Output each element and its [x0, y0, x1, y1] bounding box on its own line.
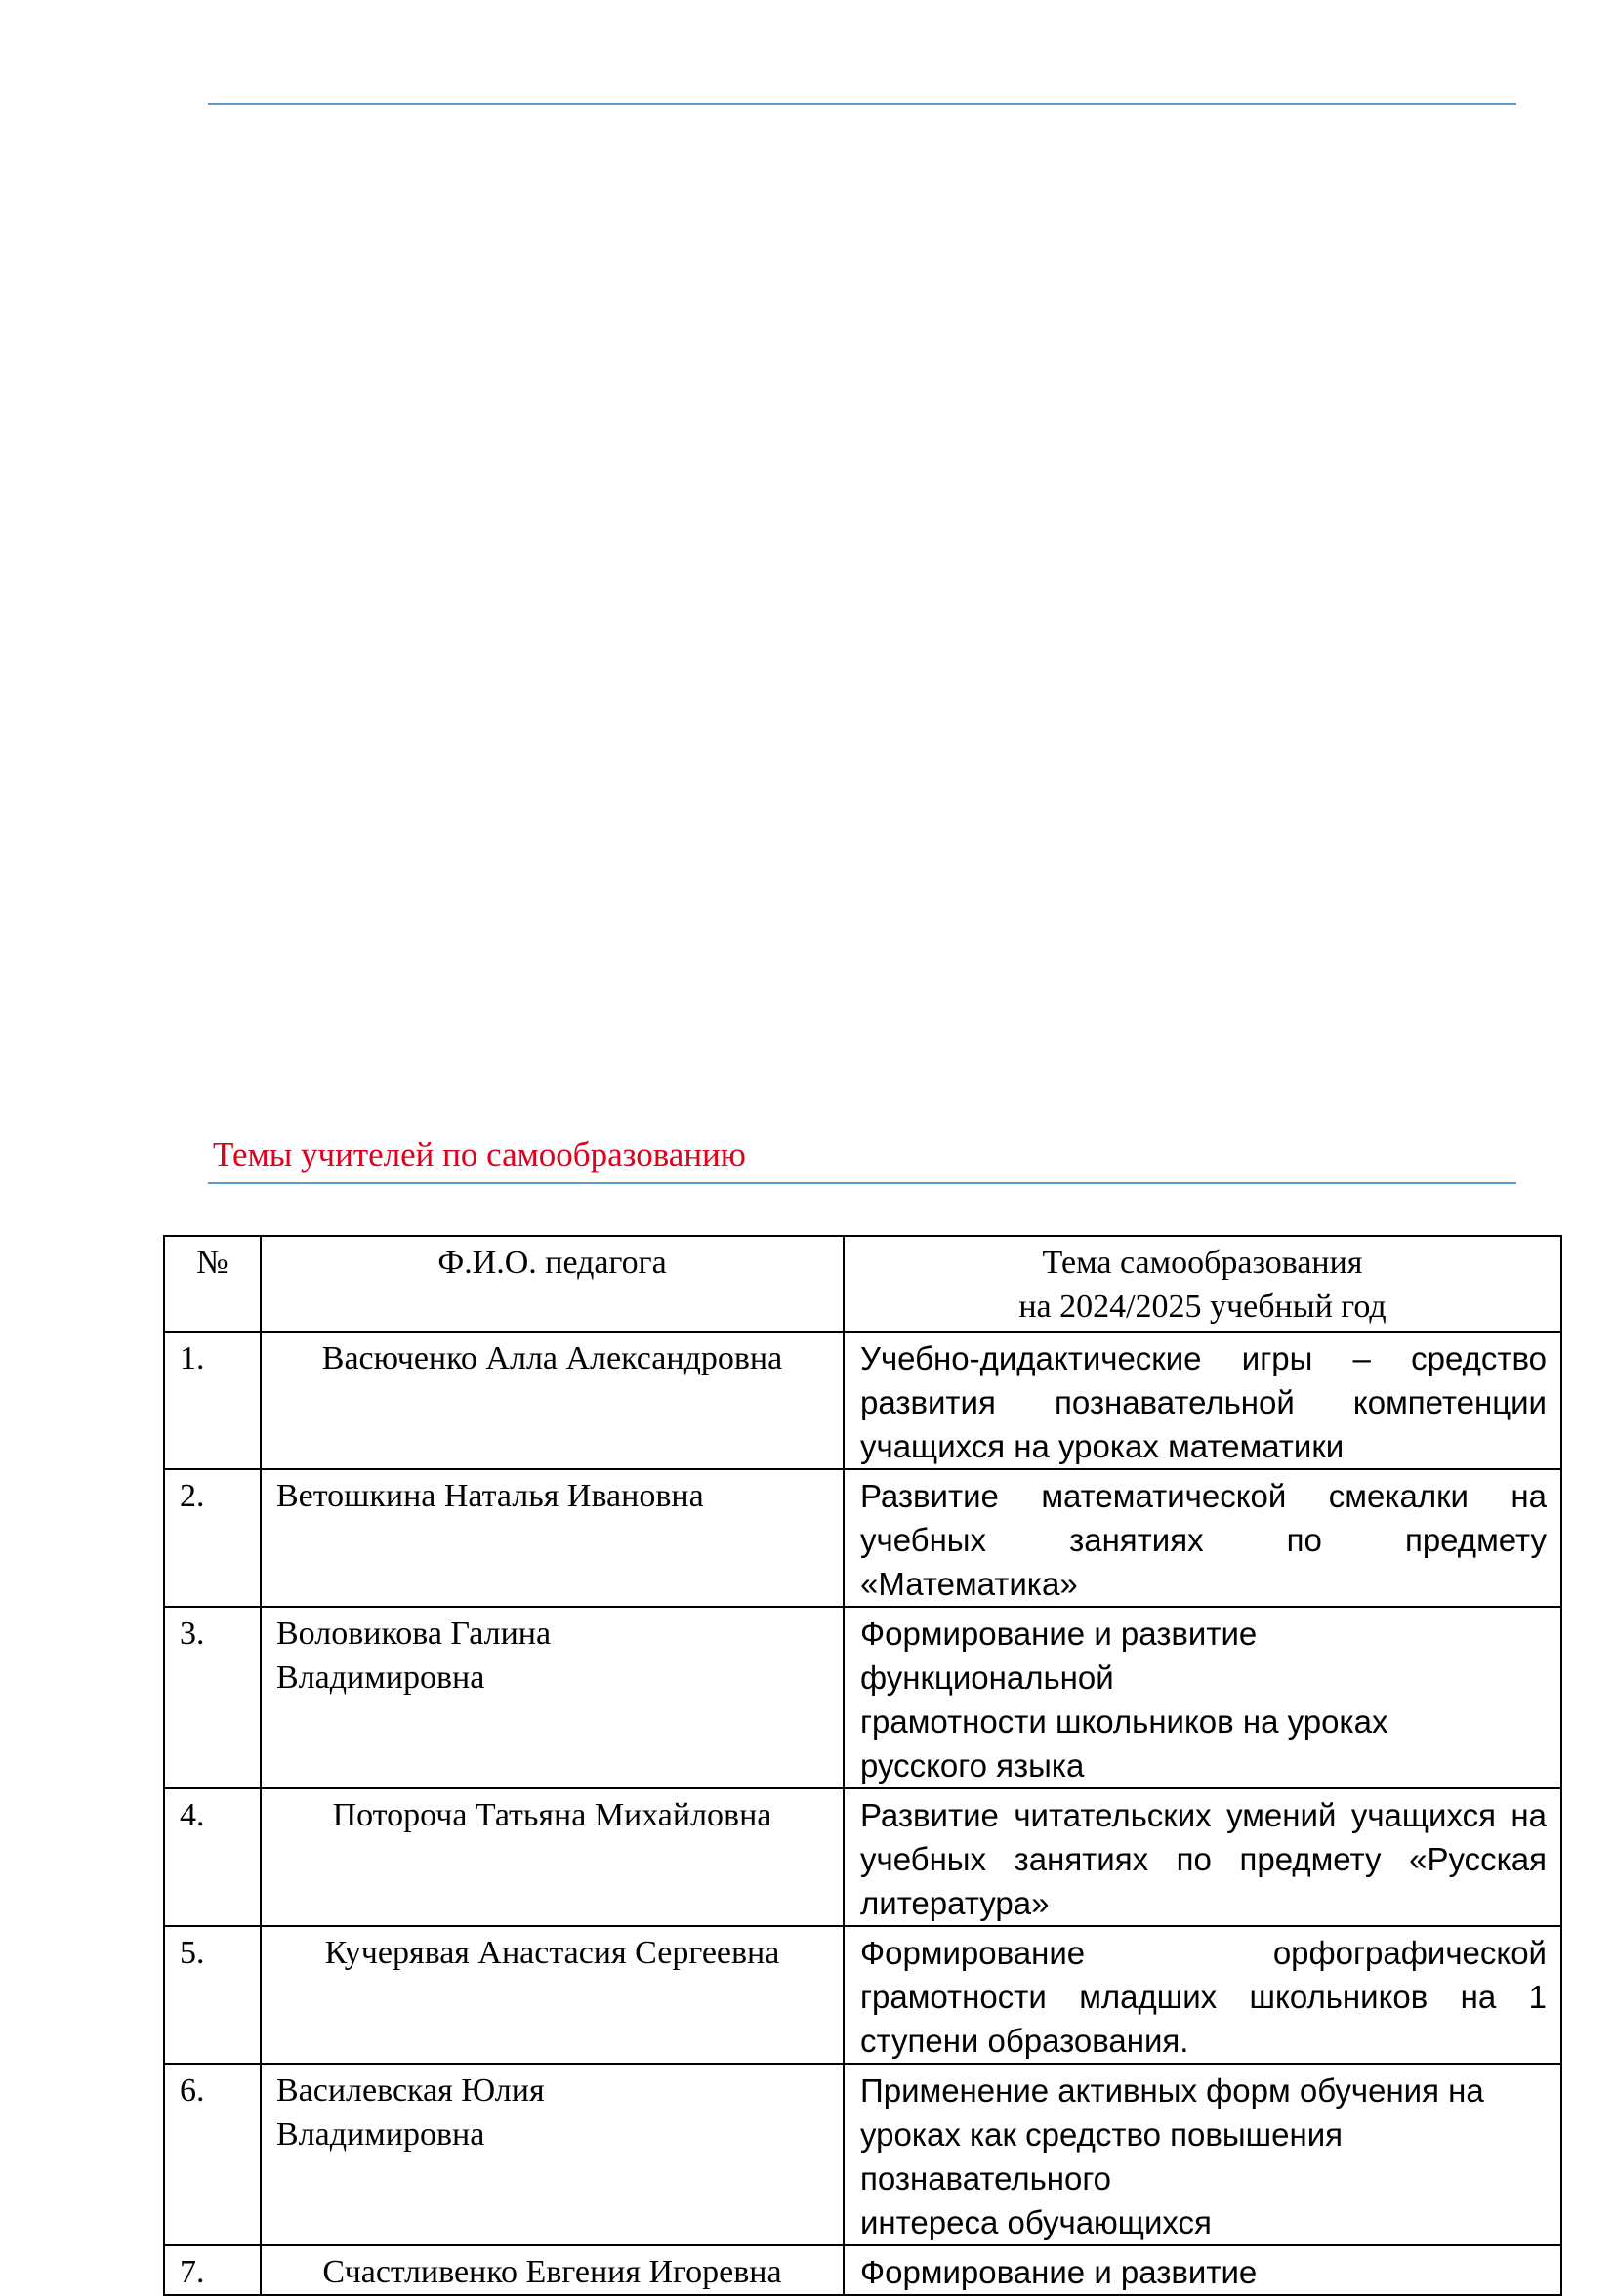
row-number: 7. — [164, 2245, 261, 2295]
row-number: 1. — [164, 1332, 261, 1469]
self-education-topic: Учебно-дидактические игры – средство развития познавательной компетенции учащихся на уроках математики — [844, 1332, 1561, 1469]
self-education-topic: Развитие читательских умений учащихся на учебных занятиях по предмету «Русская литература» — [844, 1788, 1561, 1926]
self-education-topic — [844, 1607, 1561, 1788]
table-row — [164, 1788, 1561, 1926]
teacher-name: Счастливенко Евгения Игоревна — [261, 2245, 844, 2295]
topic-line1: Применение активных форм обучения на — [860, 2072, 1484, 2109]
table-row — [164, 1926, 1561, 2064]
self-education-topic: Развитие математической смекалки на учебных занятиях по предмету «Математика» — [844, 1469, 1561, 1607]
teacher-name-line1: Василевская Юлия — [276, 2072, 545, 2109]
teacher-name: Ветошкина Наталья Ивановна — [261, 1469, 844, 1607]
table-row — [164, 1332, 1561, 1469]
header-topic-line1: Тема самообразования — [1042, 1245, 1363, 1281]
table-row — [164, 2245, 1561, 2295]
table-header-row — [164, 1236, 1561, 1332]
teacher-name-line2: Владимировна — [276, 1660, 485, 1696]
topic-line2: уроках как средство повышения — [860, 2116, 1344, 2152]
topic-line2: функциональной — [860, 1660, 1114, 1696]
row-number: 3. — [164, 1607, 261, 1788]
self-education-topics-table — [163, 1235, 1562, 2296]
header-topic — [844, 1236, 1561, 1332]
header-name: Ф.И.О. педагога — [261, 1236, 844, 1332]
teacher-name — [261, 1607, 844, 1788]
table-row — [164, 2064, 1561, 2245]
topic-line4: русского языка — [860, 1747, 1085, 1784]
teacher-name: Потороча Татьяна Михайловна — [261, 1788, 844, 1926]
table-row — [164, 1469, 1561, 1607]
self-education-topic: Формирование и развитие — [844, 2245, 1561, 2295]
self-education-topic — [844, 2064, 1561, 2245]
topic-line4: интереса обучающихся — [860, 2204, 1212, 2240]
table-row — [164, 1607, 1561, 1788]
teacher-name: Васюченко Алла Александровна — [261, 1332, 844, 1469]
section-title: Темы учителей по самообразованию — [213, 1135, 746, 1173]
header-number: № — [164, 1236, 261, 1332]
topic-line3: познавательного — [860, 2160, 1112, 2196]
header-topic-line2: на 2024/2025 учебный год — [1018, 1289, 1387, 1325]
row-number: 6. — [164, 2064, 261, 2245]
row-number: 2. — [164, 1469, 261, 1607]
topic-line1: Формирование и развитие — [860, 1616, 1258, 1652]
teacher-name: Кучерявая Анастасия Сергеевна — [261, 1926, 844, 2064]
topic-line3: грамотности школьников на уроках — [860, 1703, 1388, 1740]
header-rule — [208, 103, 1516, 105]
teacher-name — [261, 2064, 844, 2245]
section-title-underline — [208, 1182, 1516, 1184]
self-education-topic: Формирование орфографической грамотности младших школьников на 1 ступени образования. — [844, 1926, 1561, 2064]
row-number: 5. — [164, 1926, 261, 2064]
teacher-name-line1: Воловикова Галина — [276, 1616, 552, 1652]
row-number: 4. — [164, 1788, 261, 1926]
teacher-name-line2: Владимировна — [276, 2116, 485, 2152]
